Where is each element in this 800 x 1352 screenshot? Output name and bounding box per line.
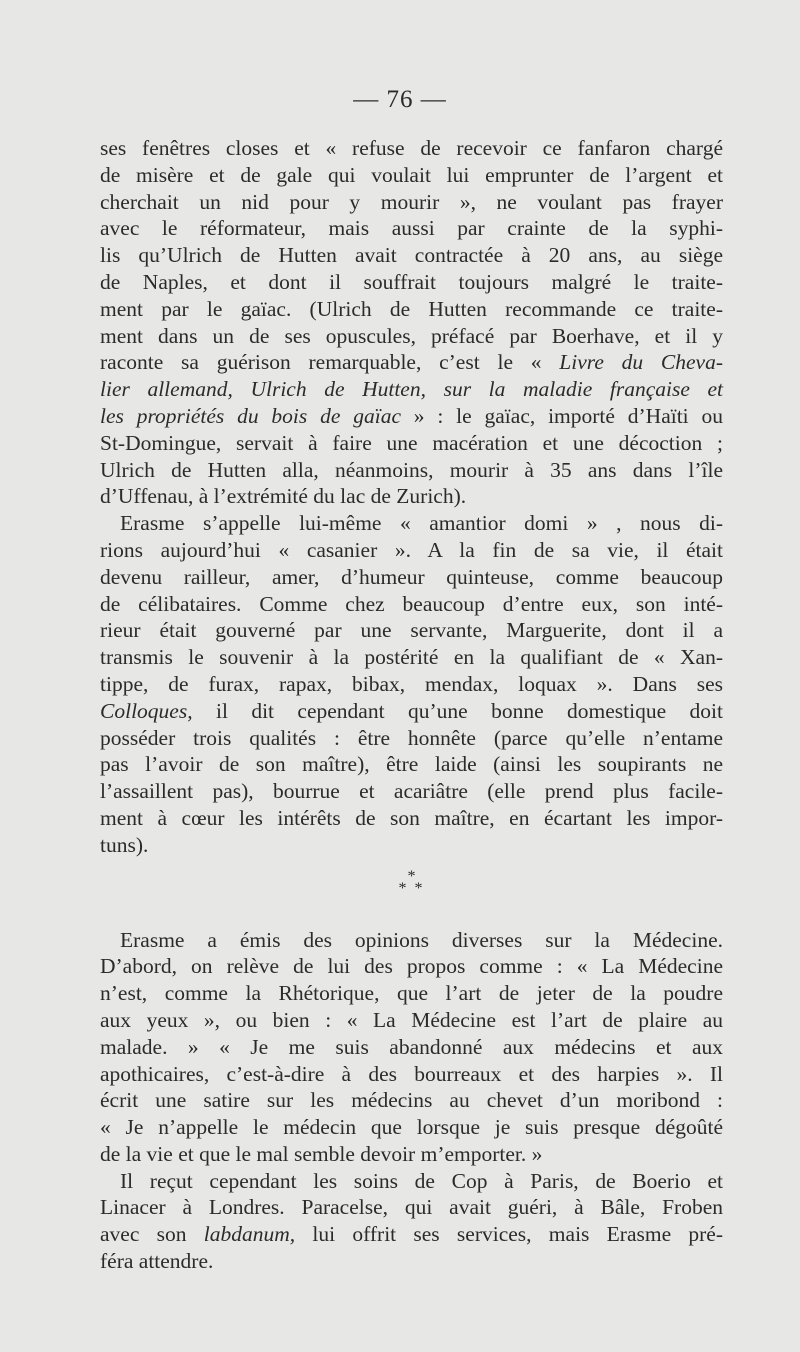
text-line: tuns).	[100, 832, 149, 857]
text-line: posséder trois qualités : être honnête (parce qu’elle n’entame	[100, 725, 723, 750]
book-title: les propriétés du bois de gaïac	[100, 403, 401, 428]
text-line: malade. » « Je me suis abandonné aux médecins et aux	[100, 1034, 723, 1059]
text-line: raconte sa guérison remarquable, c’est le « Livre du Cheva-	[100, 350, 723, 375]
text-line: féra attendre.	[100, 1249, 214, 1274]
text-line: Erasme a émis des opinions diverses sur la Médecine.	[120, 927, 723, 952]
text-line: ment par le gaïac. (Ulrich de Hutten recommande ce traite-	[100, 296, 723, 321]
text-line: Il reçut cependant les soins de Cop à Paris, de Boerio et	[120, 1168, 723, 1193]
text-line: rieur était gouverné par une servante, Marguerite, dont il a	[100, 618, 723, 643]
text-line: D’abord, on relève de lui des propos comme : « La Médecine	[100, 954, 723, 979]
text-line: transmis le souvenir à la postérité en la qualifiant de « Xan-	[100, 645, 723, 670]
section-separator	[100, 859, 723, 927]
text-line: écrit une satire sur les médecins au chevet d’un moribond :	[100, 1088, 723, 1113]
text-line: lis qu’Ulrich de Hutten avait contractée à 20 ans, au siège	[100, 243, 723, 268]
text-line: Erasme s’appelle lui-même « amantior domi » , nous di-	[120, 511, 723, 536]
asterisk-bottom: * *	[398, 879, 425, 897]
text-line: les propriétés du bois de gaïac » : le gaïac, importé d’Haïti ou	[100, 403, 723, 428]
text-line: de misère et de gale qui voulait lui emprunter de l’argent et	[100, 162, 723, 187]
text-line: avec son labdanum, lui offrit ses services, mais Erasme pré-	[100, 1222, 723, 1247]
book-title: lier allemand, Ulrich de Hutten, sur la maladie française et	[100, 377, 723, 402]
book-title: Livre du Cheva-	[559, 350, 723, 375]
body-text	[100, 135, 723, 1275]
text-line: « Je n’appelle le médecin que lorsque je suis presque dégoûté	[100, 1115, 723, 1140]
asterisk-top: *	[407, 867, 416, 885]
book-title: labdanum,	[203, 1222, 296, 1247]
text-line: tippe, de furax, rapax, bibax, mendax, loquax ». Dans ses	[100, 671, 723, 696]
page-number: — 76 —	[353, 86, 447, 113]
text-line: devenu railleur, amer, d’humeur quinteuse, comme beaucoup	[100, 564, 723, 589]
text-line: avec le réformateur, mais aussi par crainte de la syphi-	[100, 216, 723, 241]
text-line: Linacer à Londres. Paracelse, qui avait guéri, à Bâle, Froben	[100, 1195, 723, 1220]
text-line: pas l’avoir de son maître), être laide (ainsi les soupirants ne	[100, 752, 723, 777]
book-title: Colloques,	[100, 698, 193, 723]
text-line: ment dans un de ses opuscules, préfacé par Boerhave, et il y	[100, 323, 723, 348]
text-line: Ulrich de Hutten alla, néanmoins, mourir à 35 ans dans l’île	[100, 457, 723, 482]
text-line: Colloques, il dit cependant qu’une bonne domestique doit	[100, 698, 723, 723]
text-line: l’assaillent pas), bourrue et acariâtre (elle prend plus facile-	[100, 779, 723, 804]
text-line: ses fenêtres closes et « refuse de recevoir ce fanfaron chargé	[100, 136, 723, 160]
text-line: d’Uffenau, à l’extrémité du lac de Zurich).	[100, 484, 467, 509]
text-line: cherchait un nid pour y mourir », ne voulant pas frayer	[100, 189, 723, 214]
text-line: n’est, comme la Rhétorique, que l’art de jeter de la poudre	[100, 981, 723, 1006]
text-line: rions aujourd’hui « casanier ». A la fin de sa vie, il était	[100, 537, 723, 562]
text-line: ment à cœur les intérêts de son maître, en écartant les impor-	[100, 805, 723, 830]
text-line: de célibataires. Comme chez beaucoup d’entre eux, son inté-	[100, 591, 723, 616]
text-line: St-Domingue, servait à faire une macération et une décoction ;	[100, 430, 723, 455]
text-line: de Naples, et dont il souffrait toujours malgré le traite-	[100, 269, 723, 294]
text-line: de la vie et que le mal semble devoir m’emporter. »	[100, 1141, 543, 1166]
text-line: aux yeux », ou bien : « La Médecine est l’art de plaire au	[100, 1007, 723, 1032]
text-line: apothicaires, c’est-à-dire à des bourreaux et des harpies ». Il	[100, 1061, 723, 1086]
text-line	[100, 376, 723, 403]
